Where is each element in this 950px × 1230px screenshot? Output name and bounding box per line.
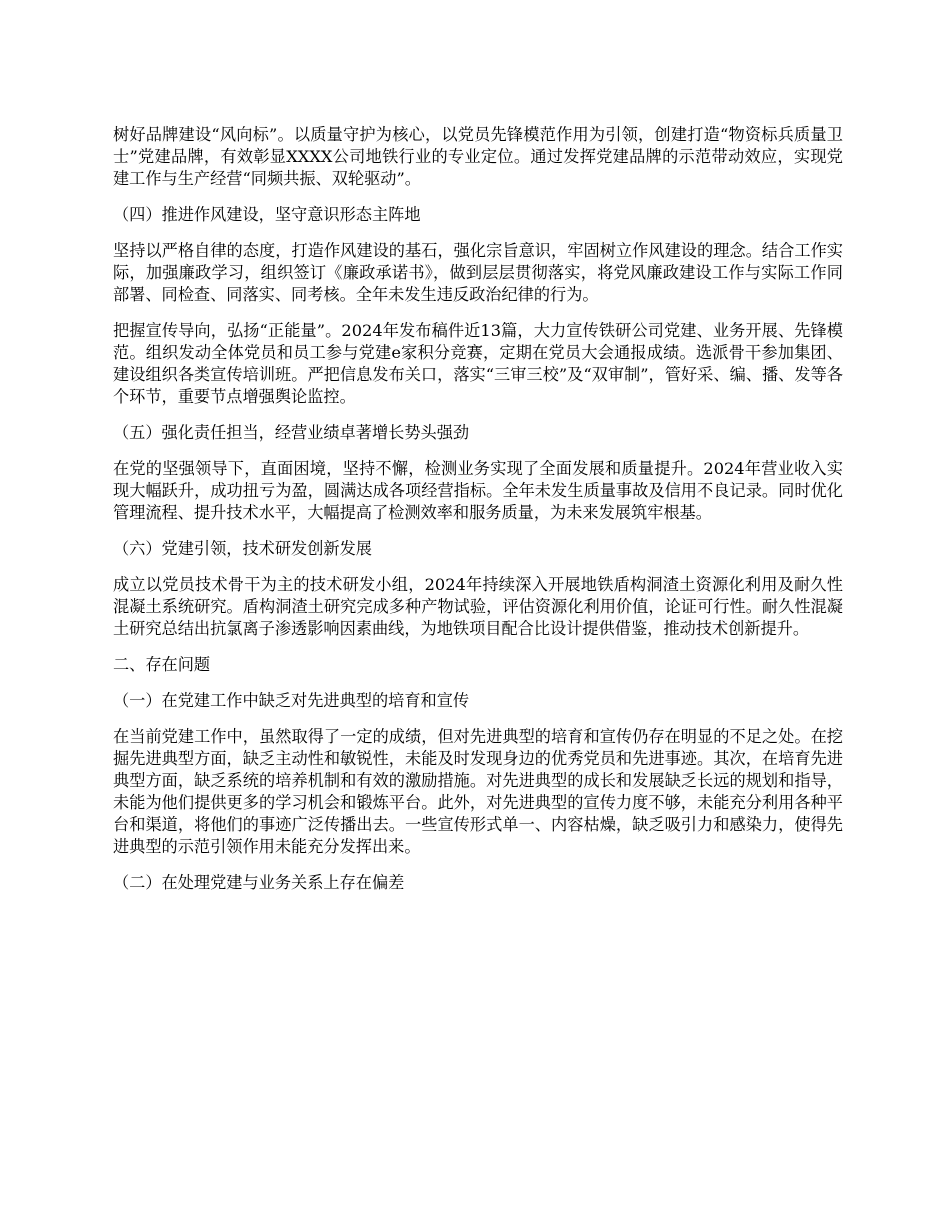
paragraph-business-performance: 在党的坚强领导下，直面困境，坚持不懈，检测业务实现了全面发展和质量提升。2024年营业收入实现大幅跃升，成功扭亏为盈，圆满达成各项经营指标。全年未发生质量事故及信用不良记录。同时优化管理流程、提升技术水平，大幅提高了检测效率和服务质量，为未来发展筑牢根基。 bbox=[113, 459, 843, 522]
paragraph-publicity: 把握宣传导向，弘扬“正能量”。2024年发布稿件近13篇，大力宣传铁研公司党建、业务开展、先锋模范。组织发动全体党员和员工参与党建e家积分竞赛，定期在党员大会通报成绩。选派骨干参加集团、建设组织各类宣传培训班。严把信息发布关口，落实“三审三校”及“双审制”，管好采、编、播、发等各个环节，重要节点增强舆论监控。 bbox=[113, 321, 843, 406]
paragraph-tech-research: 成立以党员技术骨干为主的技术研发小组，2024年持续深入开展地铁盾构洞渣土资源化利用及耐久性混凝土系统研究。盾构洞渣土研究完成多种产物试验，评估资源化利用价值，论证可行性。耐久性混凝土研究总结出抗氯离子渗透影响因素曲线，为地铁项目配合比设计提供借鉴，推动技术创新提升。 bbox=[113, 575, 843, 638]
heading-problem-2: （二）在处理党建与业务关系上存在偏差 bbox=[113, 873, 405, 892]
heading-section-6: （六）党建引领，技术研发创新发展 bbox=[113, 539, 372, 558]
paragraph-work-style: 坚持以严格自律的态度，打造作风建设的基石，强化宗旨意识，牢固树立作风建设的理念。结合工作实际，加强廉政学习，组织签订《廉政承诺书》，做到层层贯彻落实，将党风廉政建设工作与实际工作同部署、同检查、同落实、同考核。全年未发生违反政治纪律的行为。 bbox=[113, 241, 843, 304]
heading-problem-1: （一）在党建工作中缺乏对先进典型的培育和宣传 bbox=[113, 691, 470, 710]
document-body bbox=[113, 124, 843, 908]
paragraph-brand-building: 树好品牌建设“风向标”。以质量守护为核心，以党员先锋模范作用为引领，创建打造“物资标兵质量卫士”党建品牌，有效彰显XXXX公司地铁行业的专业定位。通过发挥党建品牌的示范带动效应，实现党建工作与生产经营“同频共振、双轮驱动”。 bbox=[113, 125, 843, 188]
heading-section-4: （四）推进作风建设，坚守意识形态主阵地 bbox=[113, 205, 421, 224]
heading-section-5: （五）强化责任担当，经营业绩卓著增长势头强劲 bbox=[113, 423, 470, 442]
heading-problems: 二、存在问题 bbox=[113, 655, 211, 674]
paragraph-advanced-models: 在当前党建工作中，虽然取得了一定的成绩，但对先进典型的培育和宣传仍存在明显的不足之处。在挖掘先进典型方面，缺乏主动性和敏锐性，未能及时发现身边的优秀党员和先进事迹。其次，在培育先进典型方面，缺乏系统的培养机制和有效的激励措施。对先进典型的成长和发展缺乏长远的规划和指导，未能为他们提供更多的学习机会和锻炼平台。此外，对先进典型的宣传力度不够，未能充分利用各种平台和渠道，将他们的事迹广泛传播出去。一些宣传形式单一、内容枯燥，缺乏吸引力和感染力，使得先进典型的示范引领作用未能充分发挥出来。 bbox=[113, 727, 843, 856]
